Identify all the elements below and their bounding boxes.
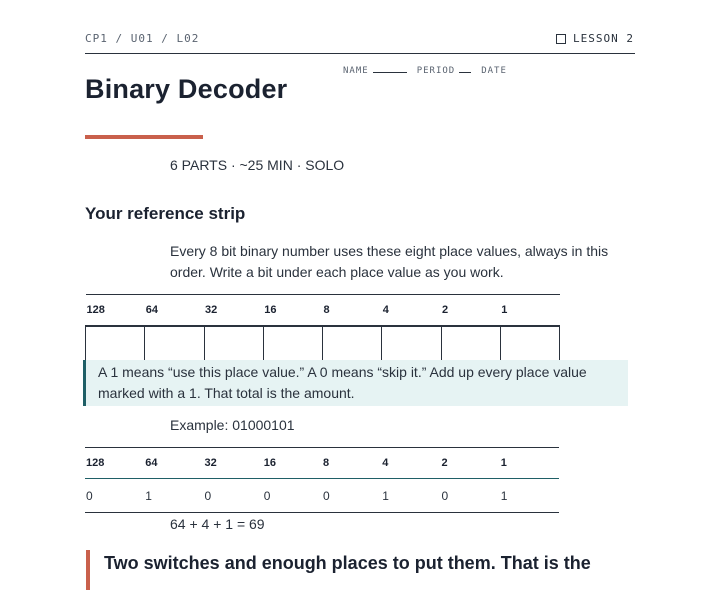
bit-input-box[interactable]	[263, 326, 322, 361]
place-value-cell: 16	[264, 304, 277, 316]
place-value-cell: 64	[145, 304, 158, 316]
bit-input-box[interactable]	[500, 326, 559, 361]
place-value-cell: 1	[501, 304, 508, 316]
bit-input-box[interactable]	[441, 326, 500, 361]
example-bit-cell: 1	[144, 479, 203, 513]
bit-input-box[interactable]	[382, 326, 441, 361]
place-value-cell: 128	[86, 304, 105, 316]
example-sum: 64 + 4 + 1 = 69	[170, 516, 265, 532]
bit-input-box[interactable]	[204, 326, 263, 361]
place-value-cell: 8	[322, 448, 381, 479]
bit-input-box[interactable]	[323, 326, 382, 361]
header-divider	[85, 53, 635, 54]
example-bit-cell: 0	[322, 479, 381, 513]
place-value-cell: 64	[144, 448, 203, 479]
bit-input-box[interactable]	[145, 326, 204, 361]
example-bit-cell: 1	[381, 479, 440, 513]
example-bit-cell: 1	[500, 479, 559, 513]
place-value-cell: 4	[381, 448, 440, 479]
place-value-cell: 2	[441, 448, 500, 479]
place-value-cell: 2	[442, 304, 449, 316]
checkbox-icon[interactable]	[556, 34, 566, 44]
place-value-row	[85, 448, 559, 479]
example-label: Example: 01000101	[170, 417, 295, 433]
example-bit-cell: 0	[263, 479, 322, 513]
place-value-cell: 1	[500, 448, 559, 479]
bit-input-row	[86, 326, 560, 361]
period-field[interactable]: PERIOD	[417, 64, 472, 76]
pull-quote: Two switches and enough places to put them. That is the	[86, 550, 624, 590]
title-accent-bar	[85, 135, 203, 139]
place-value-cell: 4	[382, 304, 389, 316]
place-value-cell: 32	[204, 448, 263, 479]
example-bit-cell: 0	[204, 479, 263, 513]
date-field[interactable]: DATE	[481, 66, 507, 76]
place-value-cell: 128	[85, 448, 144, 479]
example-bit-cell: 0	[85, 479, 144, 513]
page-title: Binary Decoder	[85, 74, 288, 104]
lesson-label: LESSON 2	[573, 32, 634, 45]
place-value-cell: 8	[323, 304, 330, 316]
example-bit-row	[85, 479, 559, 513]
intro-paragraph: Every 8 bit binary number uses these eight place values, always in this order. Write a bit under each place value as you work.	[170, 243, 609, 280]
section-heading: Your reference strip	[85, 204, 246, 223]
place-value-cell: 32	[205, 304, 218, 316]
name-field[interactable]: NAME	[343, 64, 407, 76]
place-value-row	[86, 295, 560, 327]
breadcrumb: CP1 / U01 / L02	[85, 32, 200, 45]
lesson-badge	[556, 32, 634, 45]
student-fields	[343, 64, 507, 76]
bit-input-box[interactable]	[86, 326, 145, 361]
example-table	[85, 447, 559, 513]
rule-callout: A 1 means “use this place value.” A 0 means “skip it.” Add up every place value marked with a 1. That total is the amount.	[83, 360, 628, 406]
lesson-meta: 6 PARTS · ~25 MIN · SOLO	[170, 157, 345, 173]
reference-strip-table	[85, 294, 560, 361]
place-value-cell: 16	[263, 448, 322, 479]
example-bit-cell: 0	[441, 479, 500, 513]
